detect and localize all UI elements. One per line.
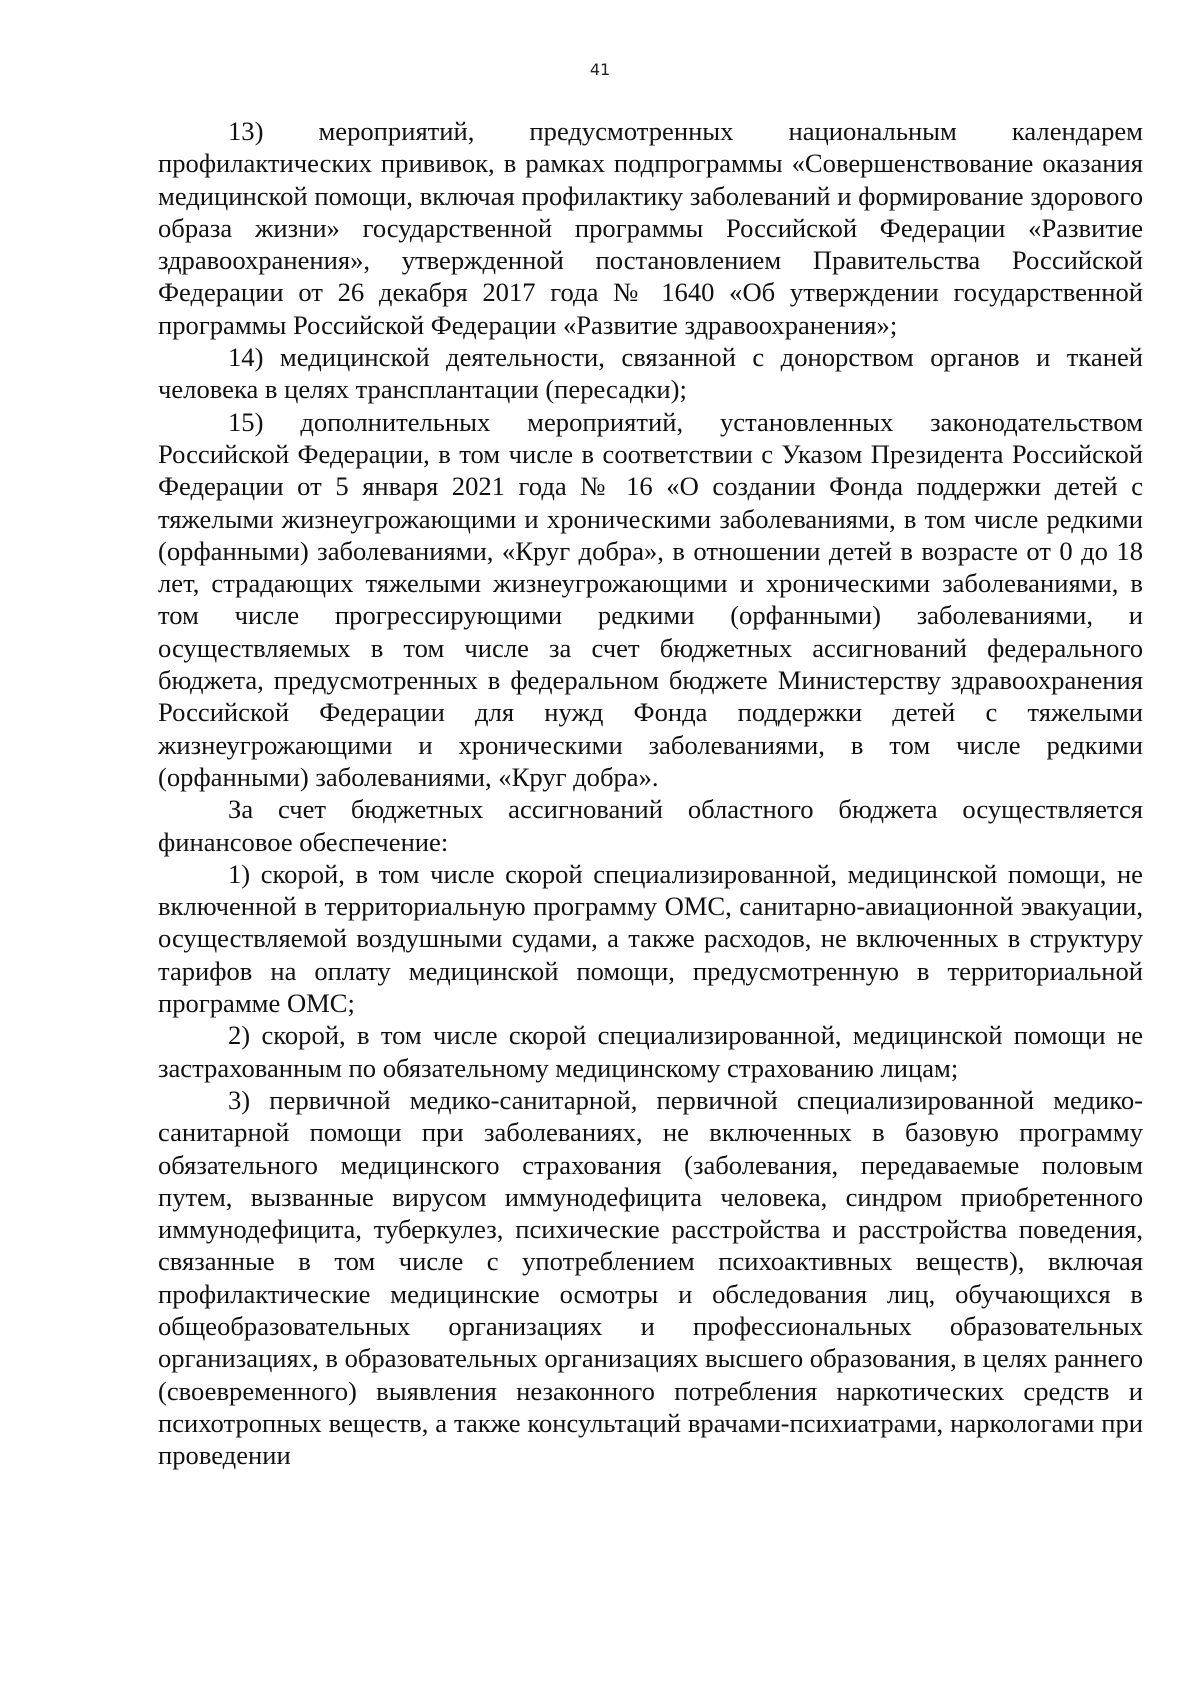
paragraph-item-1: 1) скорой, в том числе скорой специализированной, медицинской помощи, не включенной в территориальную программу ОМС, санитарно-авиационной эвакуации, осуществляемой воздушными судами, а также расходов, не включенных в структуру тарифов на оплату медицинской помощи, предусмотренную в территориальной программе ОМС; (158, 858, 1143, 1019)
paragraph-regional-budget-intro: За счет бюджетных ассигнований областного бюджета осуществляется финансовое обеспечение: (158, 794, 1143, 857)
document-body (158, 115, 1143, 1471)
paragraph-item-13: 13) мероприятий, предусмотренных национальным календарем профилактических прививок, в рамках подпрограммы «Совершенствование оказания медицинской помощи, включая профилактику заболеваний и формирование здорового образа жизни» государственной программы Российской Федерации «Развитие здравоохранения», утвержденной постановлением Правительства Российской Федерации от 26 декабря 2017 года № 1640 «Об утверждении государственной программы Российской Федерации «Развитие здравоохранения»; (158, 116, 1143, 340)
paragraph-item-3: 3) первичной медико-санитарной, первичной специализированной медико-санитарной помощи при заболеваниях, не включенных в базовую программу обязательного медицинского страхования (заболевания, передаваемые половым путем, вызванные вирусом иммунодефицита человека, синдром приобретенного иммунодефицита, туберкулез, психические расстройства и расстройства поведения, связанные в том числе с употреблением психоактивных веществ), включая профилактические медицинские осмотры и обследования лиц, обучающихся в общеобразовательных организациях и профессиональных образовательных организациях, в образовательных организациях высшего образования, в целях раннего (своевременного) выявления незаконного потребления наркотических средств и психотропных веществ, а также консультаций врачами-психиатрами, наркологами при проведении (158, 1084, 1143, 1471)
paragraph-item-14: 14) медицинской деятельности, связанной с донорством органов и тканей человека в целях трансплантации (пересадки); (158, 342, 1143, 405)
paragraph-item-2: 2) скорой, в том числе скорой специализированной, медицинской помощи не застрахованным по обязательному медицинскому страхованию лицам; (158, 1020, 1143, 1083)
paragraph-item-15: 15) дополнительных мероприятий, установленных законодательством Российской Федерации, в том числе в соответствии с Указом Президента Российской Федерации от 5 января 2021 года № 16 «О создании Фонда поддержки детей с тяжелыми жизнеугрожающими и хроническими заболеваниями, в том числе редкими (орфанными) заболеваниями, «Круг добра», в отношении детей в возрасте от 0 до 18 лет, страдающих тяжелыми жизнеугрожающими и хроническими заболеваниями, в том числе прогрессирующими редкими (орфанными) заболеваниями, и осуществляемых в том числе за счет бюджетных ассигнований федерального бюджета, предусмотренных в федеральном бюджете Министерству здравоохранения Российской Федерации для нужд Фонда поддержки детей с тяжелыми жизнеугрожающими и хроническими заболеваниями, в том числе редкими (орфанными) заболеваниями, «Круг добра». (158, 406, 1143, 792)
page-number: 41 (589, 60, 611, 79)
